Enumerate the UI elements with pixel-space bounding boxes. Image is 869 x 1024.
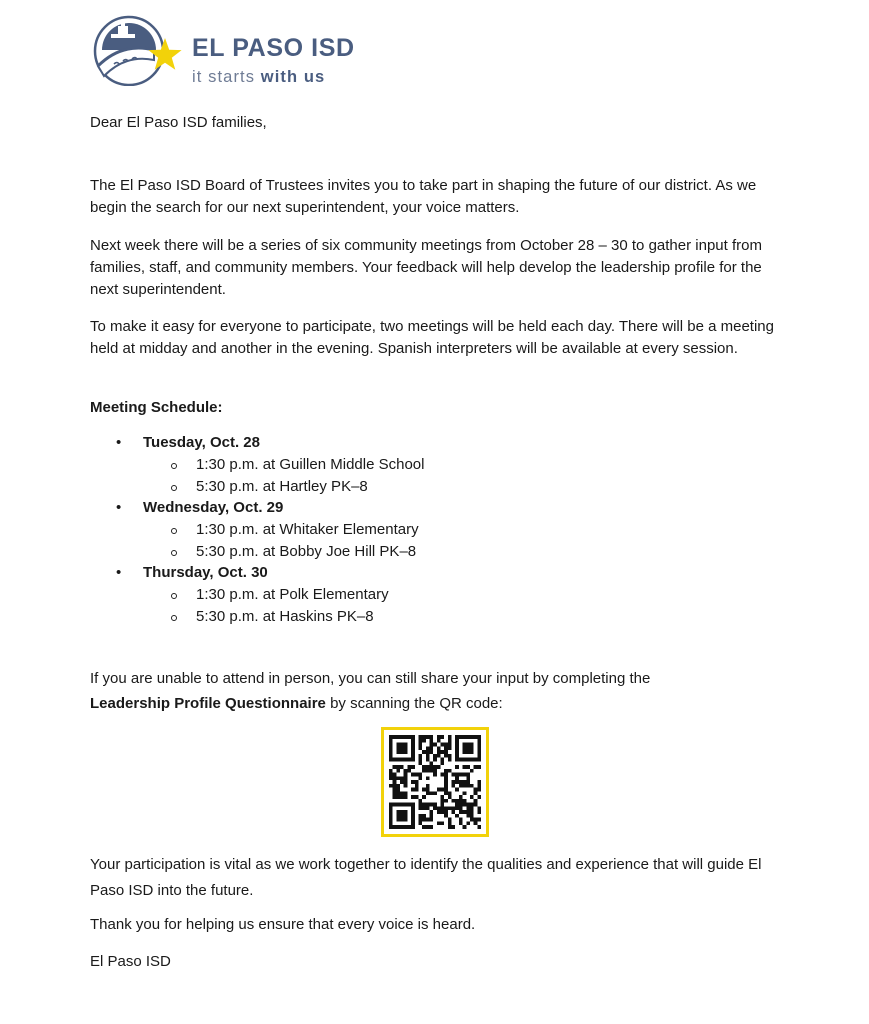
schedule-session <box>90 606 590 628</box>
questionnaire-paragraph <box>90 666 790 716</box>
questionnaire-suffix: by scanning the QR code: <box>325 695 503 712</box>
schedule-session <box>90 541 590 563</box>
session-label: 5:30 p.m. at Haskins PK–8 <box>196 607 374 625</box>
thanks-line: Thank you for helping us ensure that every voice is heard. <box>90 916 476 933</box>
school-star-logo-icon <box>92 14 188 86</box>
schedule-session <box>90 454 590 476</box>
qr-code-icon <box>389 735 481 829</box>
circle-bullet-icon <box>171 550 177 556</box>
day-label: Thursday, Oct. 30 <box>143 564 268 581</box>
paragraph-meetings: Next week there will be a series of six community meetings from October 28 – 30 to gather input from families, staff, and community members. Your feedback will help develop the leadership profile for the next superintendent. <box>90 237 762 298</box>
meeting-schedule-list <box>90 432 590 627</box>
qr-code[interactable] <box>381 727 489 837</box>
session-label: 5:30 p.m. at Hartley PK–8 <box>196 477 368 495</box>
paragraph-intro: The El Paso ISD Board of Trustees invites you to take part in shaping the future of our district. As we begin the search for our next superintendent, your voice matters. <box>90 177 757 216</box>
schedule-session <box>90 584 590 606</box>
schedule-day <box>90 432 590 454</box>
logo-tagline-prefix: it starts <box>192 68 261 86</box>
paragraph-closing: Your participation is vital as we work together to identify the qualities and experience that will guide El Paso ISD into the future. <box>90 856 762 899</box>
logo-tagline <box>192 69 325 86</box>
session-label: 5:30 p.m. at Bobby Joe Hill PK–8 <box>196 542 417 560</box>
bullet-icon: • <box>116 434 122 451</box>
schedule-heading: Meeting Schedule: <box>90 399 223 416</box>
greeting: Dear El Paso ISD families, <box>90 114 267 131</box>
signature: El Paso ISD <box>90 953 171 970</box>
circle-bullet-icon <box>171 593 177 599</box>
day-label: Tuesday, Oct. 28 <box>143 434 260 451</box>
bullet-icon: • <box>116 499 122 516</box>
logo-title: EL PASO ISD <box>192 34 355 62</box>
schedule-day <box>90 562 590 584</box>
schedule-day <box>90 497 590 519</box>
bullet-icon: • <box>116 564 122 581</box>
circle-bullet-icon <box>171 485 177 491</box>
schedule-session <box>90 519 590 541</box>
questionnaire-intro: If you are unable to attend in person, you can still share your input by completing the <box>90 670 651 687</box>
circle-bullet-icon <box>171 463 177 469</box>
session-label: 1:30 p.m. at Whitaker Elementary <box>196 521 419 538</box>
schedule-session <box>90 476 590 498</box>
day-label: Wednesday, Oct. 29 <box>143 499 284 516</box>
circle-bullet-icon <box>171 615 177 621</box>
questionnaire-name: Leadership Profile Questionnaire <box>90 695 326 712</box>
session-label: 1:30 p.m. at Polk Elementary <box>196 586 389 603</box>
circle-bullet-icon <box>171 528 177 534</box>
session-label: 1:30 p.m. at Guillen Middle School <box>196 456 425 473</box>
logo-tagline-emphasis: with us <box>260 68 326 86</box>
paragraph-participation: To make it easy for everyone to participate, two meetings will be held each day. There will be a meeting held at midday and another in the evening. Spanish interpreters will be available at every session. <box>90 318 774 357</box>
